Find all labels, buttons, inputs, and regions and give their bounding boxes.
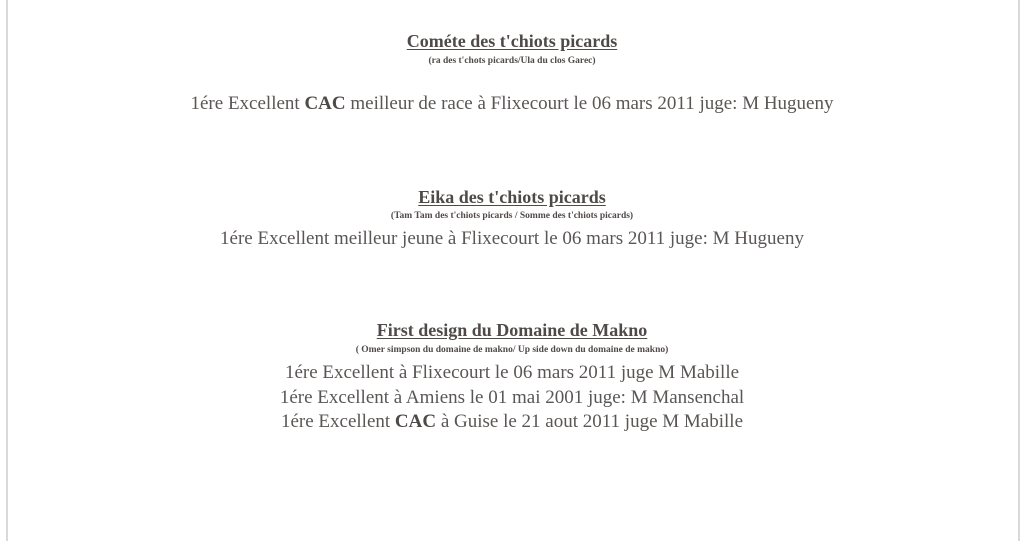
dog-2-result-1-text: 1ére Excellent meilleur jeune à Flixecourt le 06 mars 2011 juge: M Hugueny: [220, 228, 804, 249]
dog-3-result-3-pre: 1ére Excellent: [280, 411, 395, 432]
dog-1-name: Cométe des t'chiots picards: [406, 31, 618, 51]
dog-3-result-2: [0, 387, 1024, 409]
page-edge-right: [1018, 0, 1020, 541]
dog-3-result-3-post: à Guise le 21 aout 2011 juge M Mabille: [436, 411, 744, 432]
dog-2-result-1: [0, 228, 1024, 250]
dog-3-parents: [0, 345, 1024, 355]
dog-3-result-2-text: 1ére Excellent à Amiens le 01 mai 2001 juge: M Mansenchal: [279, 387, 745, 408]
dog-3-parents-text: ( Omer simpson du domaine de makno/ Up side down du domaine de makno): [355, 345, 669, 355]
dog-1-result-1-award: CAC: [304, 93, 346, 114]
dog-3-title: [0, 320, 1024, 341]
dog-1-result-1-post: meilleur de race à Flixecourt le 06 mars 2011 juge: M Hugueny: [345, 93, 834, 114]
dog-3-name: First design du Domaine de Makno: [376, 320, 648, 340]
dog-1-result-1-pre: 1ére Excellent: [190, 93, 305, 114]
dog-1-title: [0, 31, 1024, 52]
dog-3-result-1-text: 1ére Excellent à Flixecourt le 06 mars 2011 juge M Mabille: [284, 362, 740, 383]
dog-2-parents-text: (Tam Tam des t'chiots picards / Somme des t'chiots picards): [390, 211, 634, 221]
dog-3-result-1: [0, 362, 1024, 384]
dog-1-result-1: [0, 93, 1024, 115]
dog-2-title: [0, 187, 1024, 208]
dog-2-parents: [0, 211, 1024, 221]
dog-2-name: Eika des t'chiots picards: [418, 187, 606, 207]
dog-1-parents-text: (ra des t'chots picards/Ula du clos Garec): [428, 56, 596, 66]
dog-3-result-3: [0, 411, 1024, 433]
dog-1-parents: [0, 56, 1024, 66]
dog-3-result-3-award: CAC: [394, 411, 437, 432]
page-edge-left: [6, 0, 8, 541]
